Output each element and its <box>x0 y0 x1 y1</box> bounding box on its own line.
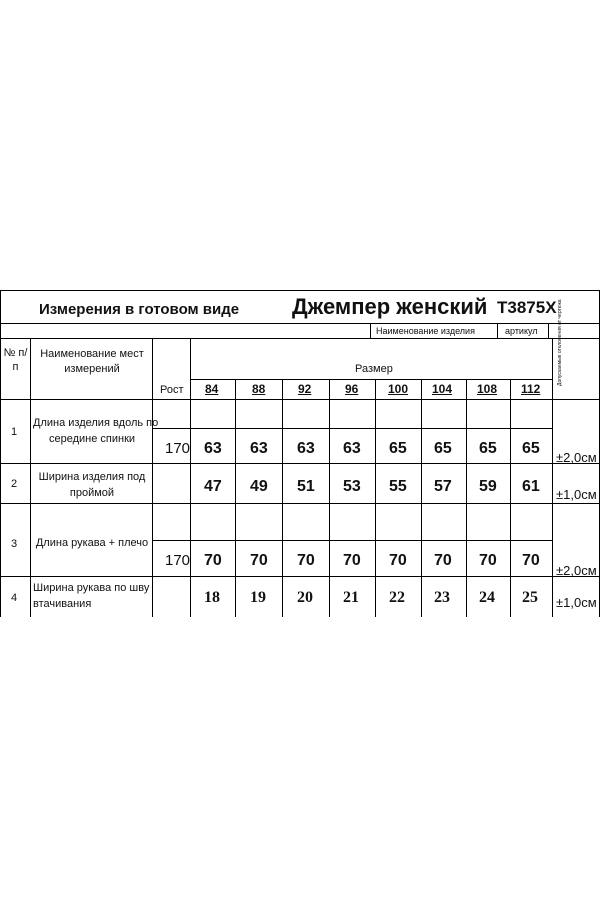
height-column-header: Рост <box>160 384 184 396</box>
row-value: 63 <box>250 440 268 457</box>
row-value: 63 <box>297 440 315 457</box>
row-measure-name-line1: Ширина рукава по шву <box>33 582 150 594</box>
sheet-title: Измерения в готовом виде <box>39 301 240 318</box>
row-value: 70 <box>250 552 268 569</box>
row-value: 70 <box>204 552 222 569</box>
row-value: 20 <box>297 589 313 606</box>
row-value: 53 <box>343 478 361 495</box>
row-value: 49 <box>250 478 268 495</box>
row-tolerance: ±1,0см <box>556 487 597 502</box>
row-tolerance: ±2,0см <box>556 563 597 578</box>
size-header-112: 112 <box>521 382 541 396</box>
row-height: 170 <box>165 440 191 457</box>
row-tolerance: ±1,0см <box>556 595 597 610</box>
size-group-header: Размер <box>355 363 393 375</box>
article-number: Т3875Х <box>497 298 557 317</box>
row-value: 70 <box>522 552 540 569</box>
size-header-108: 108 <box>477 382 498 396</box>
row-value: 24 <box>479 589 495 606</box>
row-measure-name-line1: Длина рукава + плечо <box>35 537 149 549</box>
row-measure-name-line2: середине спинки <box>48 433 136 445</box>
row-value: 70 <box>297 552 315 569</box>
row-value: 65 <box>389 440 407 457</box>
row-value: 47 <box>204 478 222 495</box>
measurement-table <box>0 290 600 617</box>
row-value: 25 <box>522 589 538 606</box>
row-value: 21 <box>343 589 359 606</box>
row-number: 4 <box>11 592 18 604</box>
row-value: 23 <box>434 589 450 606</box>
row-measure-name-line2: втачивания <box>33 598 92 610</box>
row-tolerance: ±2,0см <box>556 450 597 465</box>
size-header-88: 88 <box>252 382 266 396</box>
tolerance-column-header: Допускаемые отклонения от чертежа <box>557 299 563 386</box>
row-value: 70 <box>434 552 452 569</box>
row-value: 59 <box>479 478 497 495</box>
article-caption: артикул <box>505 326 538 336</box>
row-value: 18 <box>204 589 220 606</box>
row-number: 1 <box>11 426 18 438</box>
row-height: 170 <box>165 552 191 569</box>
row-value: 63 <box>204 440 222 457</box>
row-measure-name-line1: Длина изделия вдоль по <box>33 417 159 429</box>
size-header-100: 100 <box>388 382 409 396</box>
row-value: 55 <box>389 478 407 495</box>
row-number: 2 <box>11 478 18 490</box>
number-column-header: № п/п <box>3 347 28 373</box>
row-measure-name-line1: Ширина изделия под <box>38 471 146 483</box>
row-value: 70 <box>343 552 361 569</box>
product-name: Джемпер женский <box>292 294 488 319</box>
size-header-104: 104 <box>432 382 453 396</box>
row-value: 65 <box>434 440 452 457</box>
product-name-caption: Наименование изделия <box>376 326 475 336</box>
measure-name-column-header: Наименование мест измерений <box>40 348 144 375</box>
row-value: 22 <box>389 589 405 606</box>
row-value: 19 <box>250 589 266 606</box>
size-header-92: 92 <box>298 382 312 396</box>
row-value: 70 <box>479 552 497 569</box>
row-value: 63 <box>343 440 361 457</box>
row-value: 65 <box>479 440 497 457</box>
row-value: 70 <box>389 552 407 569</box>
row-value: 51 <box>297 478 315 495</box>
row-measure-name-line2: проймой <box>69 487 115 499</box>
row-value: 57 <box>434 478 452 495</box>
size-header-84: 84 <box>205 382 219 396</box>
row-value: 65 <box>522 440 540 457</box>
row-number: 3 <box>11 538 18 550</box>
row-value: 61 <box>522 478 540 495</box>
size-header-96: 96 <box>345 382 359 396</box>
